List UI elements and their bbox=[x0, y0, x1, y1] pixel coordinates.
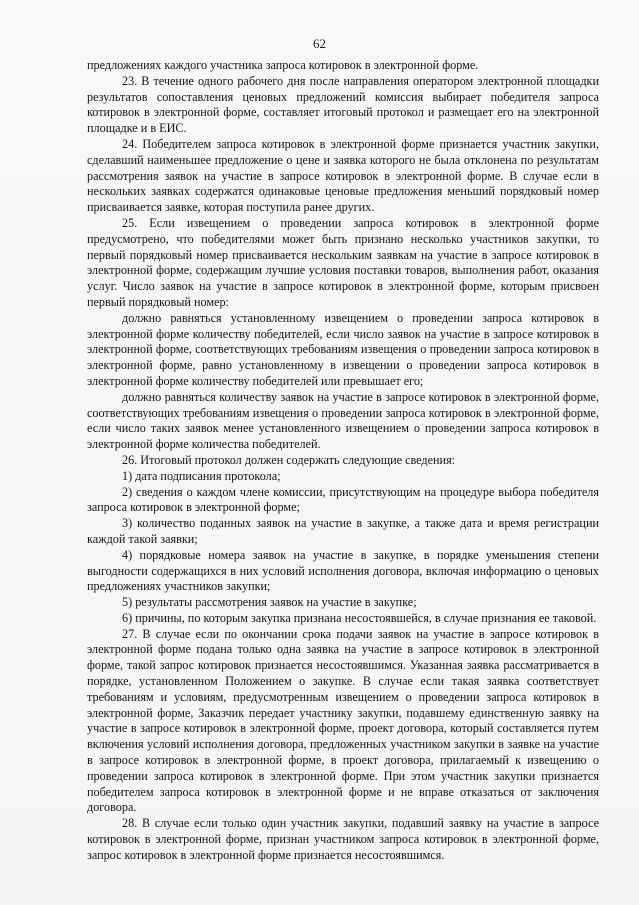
list-item-2: 2) сведения о каждом члене комиссии, присутствующим на процедуре выбора победителя запроса котировок в электронной форме; bbox=[87, 484, 599, 515]
paragraph-26: 26. Итоговый протокол должен содержать следующие сведения: bbox=[122, 452, 456, 467]
paragraph-25: 25. Если извещением о проведении запроса котировок в электронной форме предусмотрено, что победителями может быть признано несколько участников закупки, то первый порядковый номер присваивается нескольким заявкам на участие в запросе котировок в электронной форме, содержащим лучшие условия поставки товаров, выполнения работ, оказания услуг. Число заявок на участие в запросе котировок в электронной форме, которым присвоен первый порядковый номер: bbox=[87, 215, 599, 309]
paragraph-23: 23. В течение одного рабочего дня после направления оператором электронной площадки результатов сопоставления ценовых предложений комиссия выбирает победителя запроса котировок в электронной форме, составляет итоговый протокол и размещает его на электронной площадке и в ЕИС. bbox=[87, 73, 599, 136]
paragraph-24: 24. Победителем запроса котировок в электронной форме признается участник закупки, сделавший наименьшее предложение о цене и заявка которого не была отклонена по результатам рассмотрения заявок на участие в запросе котировок в электронной форме. В случае если в нескольких заявках содержатся одинаковые ценовые предложения меньший порядковый номер присваивается заявке, которая поступила ранее других. bbox=[87, 136, 599, 215]
paragraph-continuation: предложениях каждого участника запроса котировок в электронной форме. bbox=[87, 58, 479, 72]
paragraph-27: 27. В случае если по окончании срока подачи заявок на участие в запросе котировок в электронной форме подана только одна заявка на участие в запросе котировок в электронной форме, такой запрос котировок признается несостоявшимся. Указанная заявка рассматривается в порядке, установленном Положением о закупке. В случае если такая заявка соответствует требованиям и условиям, предусмотренным извещением о проведении запроса котировок в электронной форме, Заказчик передает участнику закупки, подавшему единственную заявку на участие в запросе котировок в электронной форме, проект договора, который составляется путем включения условий исполнения договора, предложенных участником закупки в заявке на участие в запросе котировок в электронной форме, в проект договора, прилагаемый к извещению о проведении запроса котировок в электронной форме. При этом участник закупки признается победителем запроса котировок в электронной форме и не вправе отказаться от заключения договора. bbox=[87, 626, 599, 815]
list-item-3: 3) количество поданных заявок на участие в закупке, а также дата и время регистрации каждой такой заявки; bbox=[87, 516, 599, 546]
page-number: 62 bbox=[313, 36, 326, 51]
paragraph-25-clause-2: должно равняться количеству заявок на участие в запросе котировок в электронной форме, соответствующих требованиям извещения о проведении запроса котировок в электронной форме, если число таких заявок менее установленного извещением о проведении запроса котировок в электронной форме количества победителей. bbox=[87, 389, 599, 452]
document-body bbox=[87, 58, 599, 864]
list-item-5: 5) результаты рассмотрения заявок на участие в закупке; bbox=[122, 595, 417, 610]
list-item-6: 6) причины, по которым закупка признана несостоявшейся, в случае признания ее таковой. bbox=[122, 610, 597, 625]
paragraph-25-clause-1: должно равняться установленному извещением о проведении запроса котировок в электронной форме количеству победителей, если число заявок на участие в запросе котировок в электронной форме, соответствующих требованиям извещения о проведении запроса котировок в электронной форме, равно установленному в извещении о проведении запроса котировок в электронной форме количеству победителей или превышает его; bbox=[87, 310, 599, 388]
list-item-4: 4) порядковые номера заявок на участие в закупке, в порядке уменьшения степени выгодности содержащихся в них условий исполнения договора, включая информацию о ценовых предложениях участников закупки; bbox=[87, 547, 599, 594]
list-item-1: 1) дата подписания протокола; bbox=[122, 468, 281, 483]
paragraph-28: 28. В случае если только один участник закупки, подавший заявку на участие в запросе котировок в электронной форме, признан участником запроса котировок в электронной форме, запрос котировок в электронной форме признается несостоявшимся. bbox=[87, 816, 599, 862]
